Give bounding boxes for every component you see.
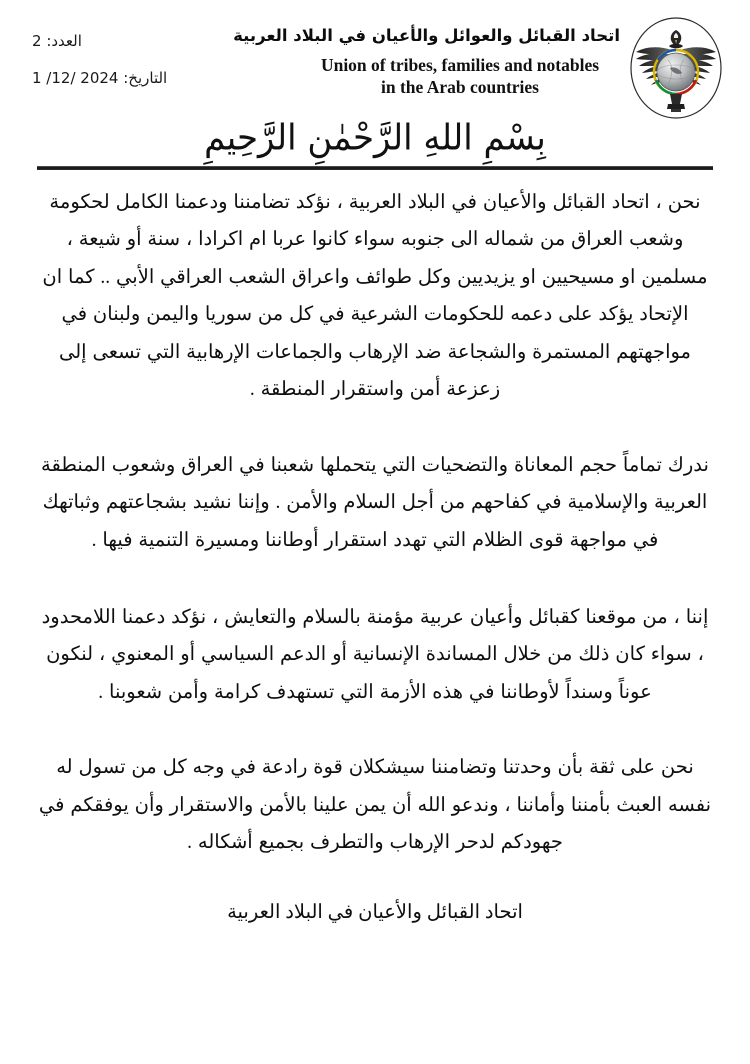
letterhead (0, 0, 750, 118)
date-label: التاريخ: (123, 69, 168, 87)
organization-name-english (300, 54, 620, 99)
document-body (0, 170, 750, 929)
paragraph-2: ندرك تماماً حجم المعاناة والتضحيات التي يتحملها شعبنا في العراق وشعوب المنطقة العربية والإسلامية في كفاحهم من أجل السلام والأمن . وإننا نشيد بشجاعتهم وثباتهك في مواجهة قوى الظلام التي تهدد استقرار أوطاننا ومسيرة التنمية فيها . (41, 454, 709, 551)
signature-line: اتحاد القبائل والأعيان في البلاد العربية (227, 901, 523, 923)
paragraph-1: نحن ، اتحاد القبائل والأعيان في البلاد العربية ، نؤكد تضامننا ودعمنا الكامل لحكومة وشعب العراق من شماله الى جنوبه سواء كانوا عربا ام اكرادا ، سنة أو شيعة ، مسلمين او مسيحيين او يزيديين وكل طوائف واعراق الشعب العراقي الأبي .. كما ان الإتحاد يؤكد على دعمه للحكومات الشرعية في كل من سوريا واليمن ولبنان في مواجهتهم المستمرة والشجاعة ضد الإرهاب والجماعات الإرهابية التي تسعى إلى زعزعة أمن واستقرار المنطقة . (42, 192, 708, 401)
document-meta (26, 14, 167, 86)
basmala-container (0, 114, 750, 162)
date-value: 1 /12/ 2024 (32, 69, 119, 87)
eagle-globe-emblem-icon (628, 16, 724, 120)
date-line (32, 71, 167, 86)
organization-name-english-line2: in the Arab countries (381, 77, 539, 98)
issue-number-label: العدد: (46, 32, 82, 50)
paragraph-3: إننا ، من موقعنا كقبائل وأعيان عربية مؤمنة بالسلام والتعايش ، نؤكد دعمنا اللامحدود ، سواء كان ذلك من خلال المساندة الإنسانية أو الدعم السياسي أو المعنوي ، لنكون عوناً وسنداً لأوطاننا في هذه الأزمة التي تستهدف كرامة وأمن شعوبنا . (41, 606, 709, 703)
organization-names (233, 14, 620, 98)
organization-name-english-line1: Union of tribes, families and notables (320, 54, 600, 75)
issue-number-value: 2 (32, 32, 42, 50)
issue-number-line (32, 34, 167, 49)
organization-name-arabic: اتحاد القبائل والعوائل والأعيان في البلاد العربية (233, 26, 620, 45)
paragraph-4: نحن على ثقة بأن وحدتنا وتضامننا سيشكلان قوة رادعة في وجه كل من تسول له نفسه العبث بأمننا وأماننا ، وندعو الله أن يمن علينا بالأمن والاستقرار وأن يوفقكم في جهودكم لدحر الإرهاب والتطرف بجميع أشكاله . (38, 757, 712, 854)
basmala-calligraphy: بِسْمِ اللهِ الرَّحْمٰنِ الرَّحِيمِ (204, 117, 546, 159)
organization-identity (233, 14, 724, 120)
